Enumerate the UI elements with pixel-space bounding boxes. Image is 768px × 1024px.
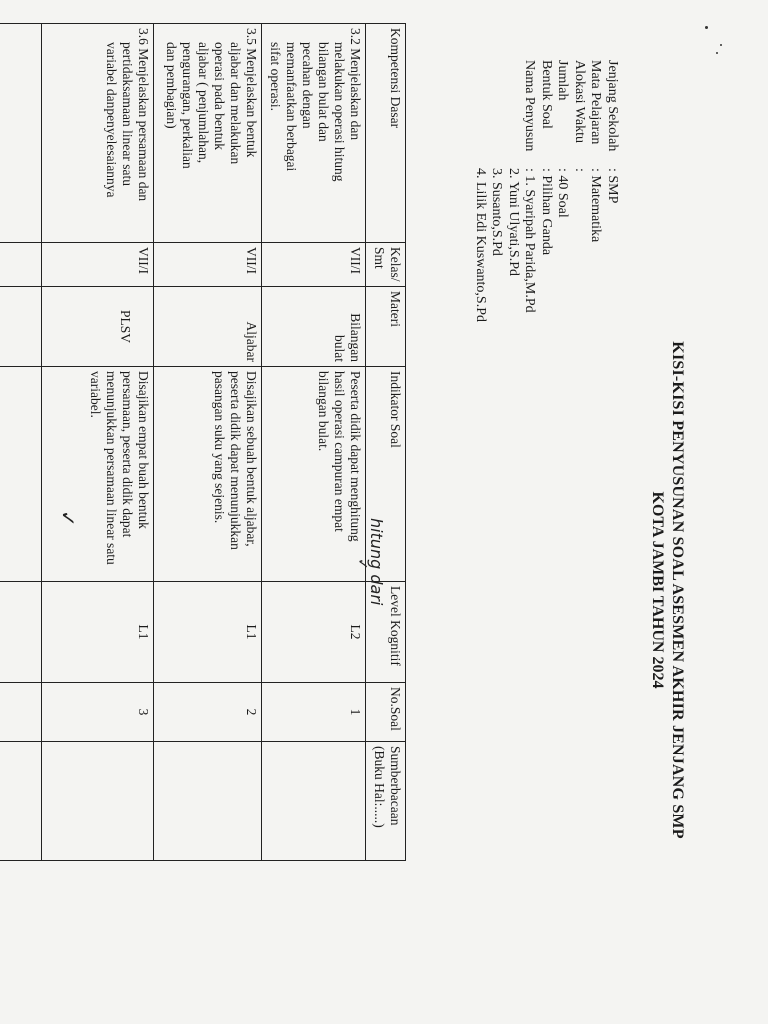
header-level-kognitif: Level Kognitif xyxy=(366,582,406,683)
cell-materi: Bilangan bulat xyxy=(262,287,366,367)
cell-kompetensi-dasar: 3.6 Menjelaskan persamaan dan pertidaksamaan linear satu variabel danpenyelesaiannya xyxy=(42,24,154,243)
info-label: Nama Penyusun xyxy=(522,60,538,152)
info-value: : Pilihan Ganda xyxy=(539,168,554,256)
info-row-jenjang xyxy=(604,60,621,322)
penyusun-name: 3. Susanto,S.Pd xyxy=(489,168,505,256)
cell-empty xyxy=(0,24,42,243)
handwritten-note: hitung dari xyxy=(367,518,386,606)
header-kompetensi-dasar: Kompetensi Dasar xyxy=(366,24,406,243)
document-title: KISI-KISI PENYUSUNAN SOAL ASESMEN AKHIR JENJANG SMP xyxy=(669,341,686,839)
handwritten-check-mark: ✓ xyxy=(56,510,80,527)
scan-speck xyxy=(705,26,708,29)
cell-indikator: Disajikan empat buah bentuk persamaan, peserta didik dapat menunjukkan persamaan linear satu variabel. xyxy=(42,367,154,582)
cell-empty xyxy=(0,243,42,287)
cell-no-soal: 3 xyxy=(42,683,154,742)
penyusun-name: 4. Lilik Edi Kuswanto,S.Pd xyxy=(473,168,488,323)
cell-sumber xyxy=(154,742,262,861)
cell-no-soal: 1 xyxy=(262,683,366,742)
cell-empty xyxy=(0,367,42,582)
info-row-bentuk xyxy=(538,60,555,322)
info-label: Alokasi Waktu xyxy=(572,60,587,143)
info-label: Mata Pelajaran xyxy=(588,60,604,145)
cell-kompetensi-dasar: 3.2 Menjelaskan dan melakukan operasi hitung bilangan bulat dan pecahan dengan memanfaatkan berbagai sifat operasi. xyxy=(262,24,366,243)
header-no-soal: No.Soal xyxy=(366,683,406,742)
cell-materi: PLSV xyxy=(42,287,154,367)
cell-empty xyxy=(0,287,42,367)
cell-kelas: VII/I xyxy=(42,243,154,287)
info-value: : 40 Soal xyxy=(555,168,571,218)
scan-speck xyxy=(720,44,722,46)
cell-level-kognitif: L1 xyxy=(154,582,262,683)
cell-materi: Aljabar xyxy=(154,287,262,367)
cell-sumber xyxy=(42,742,154,861)
header-sumber-bacaan: Sumberbacaan (Buku Hal:.....) xyxy=(366,742,406,861)
cell-indikator: Peserta didik dapat menghitung hasil operasi campuran empat bilangan bulat. xyxy=(262,367,366,582)
cell-level-kognitif: L1 xyxy=(42,582,154,683)
info-value: : xyxy=(572,168,587,172)
cell-empty xyxy=(0,683,42,742)
cell-kompetensi-dasar: 3.5 Menjelaskan bentuk aljabar dan melakukan operasi pada bentuk aljabar ( penjumlahan, pengurangan, perkalian dan pembagian) xyxy=(154,24,262,243)
cell-kelas: VII/I xyxy=(262,243,366,287)
info-row-jumlah xyxy=(554,60,571,322)
info-row-alokasi xyxy=(571,60,588,322)
cell-empty xyxy=(0,582,42,683)
info-label: Jenjang Sekolah xyxy=(605,60,620,152)
scan-speck xyxy=(716,52,718,54)
cell-no-soal: 2 xyxy=(154,683,262,742)
info-row-penyusun xyxy=(521,60,538,322)
document-subtitle: KOTA JAMBI TAHUN 2024 xyxy=(649,491,666,689)
handwritten-check-mark: ✓ xyxy=(354,558,370,570)
header-kelas-smt: Kelas/ Smt xyxy=(366,243,406,287)
cell-empty xyxy=(0,742,42,861)
cell-indikator: Disajikan sebuah bentuk aljabar, peserta didik dapat menunjukkan pasangan suku yang sejenis. xyxy=(154,367,262,582)
header-indikator-soal: Indikator Soal xyxy=(366,367,406,582)
table-row xyxy=(42,24,154,861)
table-row-empty xyxy=(0,24,42,861)
header-materi: Materi xyxy=(366,287,406,367)
document-info-block xyxy=(472,60,621,322)
cell-kelas: VII/I xyxy=(154,243,262,287)
cell-level-kognitif: L2 xyxy=(262,582,366,683)
kisi-kisi-table xyxy=(0,23,406,861)
info-label: Bentuk Soal xyxy=(539,60,554,129)
info-label: Jumlah xyxy=(555,60,571,101)
penyusun-name: 2. Yuni Ulyati,S.Pd xyxy=(506,168,521,276)
info-value: : 1. Syaripah Parida,M.Pd xyxy=(522,168,538,313)
info-row-mapel xyxy=(587,60,604,322)
info-value: : Matematika xyxy=(588,168,604,243)
table-row xyxy=(154,24,262,861)
table-header-row xyxy=(366,24,406,861)
cell-sumber xyxy=(262,742,366,861)
info-value: : SMP xyxy=(605,168,620,204)
table-row xyxy=(262,24,366,861)
